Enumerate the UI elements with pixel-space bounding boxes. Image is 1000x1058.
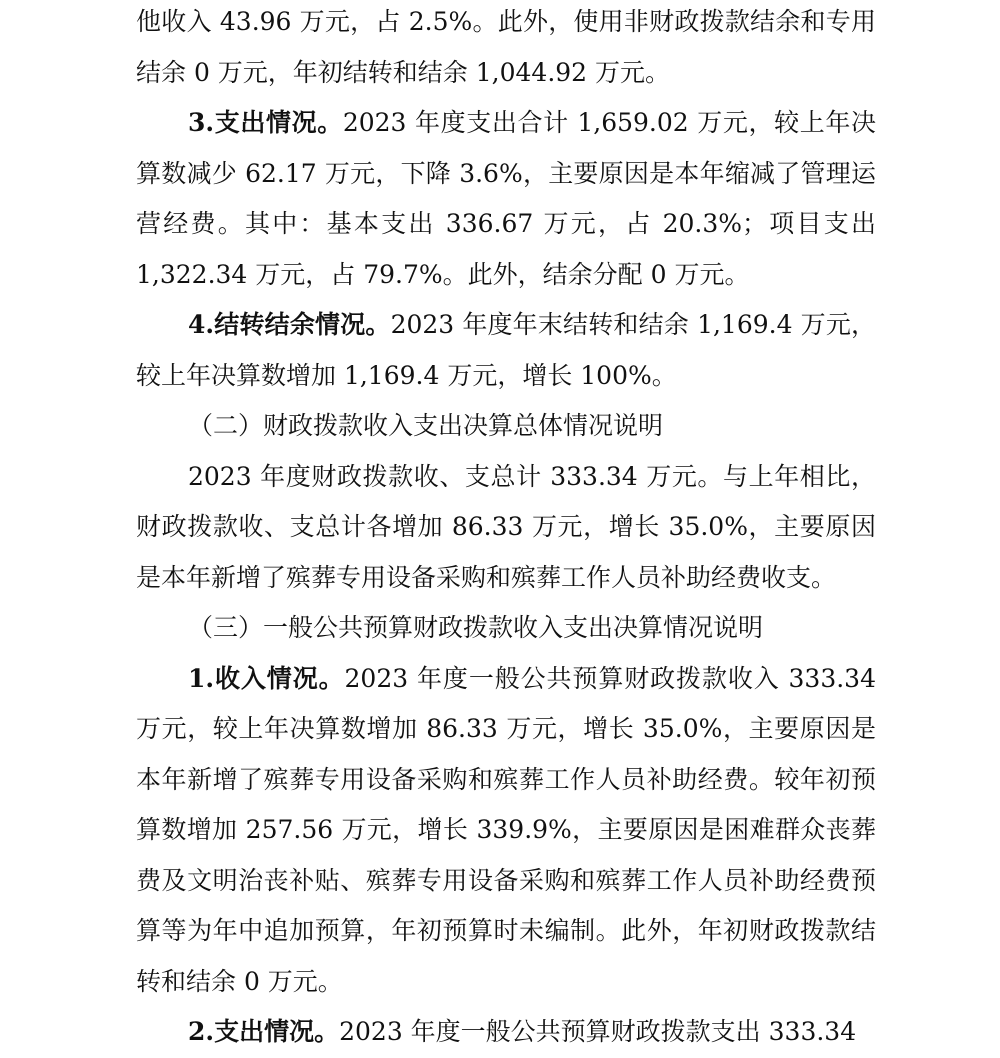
paragraph-income-continued bbox=[136, 0, 876, 98]
paragraph-text: 2023 年度一般公共预算财政拨款支出 333.34 bbox=[339, 1017, 857, 1046]
section-heading-3 bbox=[136, 603, 876, 654]
paragraph-fiscal-total bbox=[136, 452, 876, 604]
paragraph-lead: 2.支出情况。 bbox=[188, 1017, 340, 1046]
paragraph-lead: 1.收入情况。 bbox=[188, 663, 345, 693]
paragraph-text: 2023 年度一般公共预算财政拨款收入 333.34 万元，较上年决算数增加 86.33 万元，增长 35.0%，主要原因是本年新增了殡葬专用设备采购和殡葬工作人员补助经费。较年初预算数增加 257.56 万元，增长 339.9%，主要原因是困难群众丧葬费及文明治丧补贴、殡葬专用设备采购和殡葬工作人员补助经费预算等为年中追加预算，年初预算时未编制。此外，年初财政拨款结转和结余 0 万元。 bbox=[136, 663, 876, 996]
paragraph-text: 2023 年度支出合计 1,659.02 万元，较上年决算数减少 62.17 万元，下降 3.6%，主要原因是本年缩减了管理运营经费。其中：基本支出 336.67 万元，占 20.3%；项目支出 1,322.34 万元，占 79.7%。此外，结余分配 0 万元。 bbox=[136, 108, 876, 289]
paragraph-general-income bbox=[136, 654, 876, 1008]
paragraph-carryover bbox=[136, 300, 876, 401]
section-heading-text: （三）一般公共预算财政拨款收入支出决算情况说明 bbox=[188, 613, 764, 642]
paragraph-text: 2023 年度年末结转和结余 1,169.4 万元，较上年决算数增加 1,169.4 万元，增长 100%。 bbox=[136, 310, 876, 390]
paragraph-expenditure bbox=[136, 98, 876, 300]
document-page bbox=[136, 0, 876, 1058]
section-heading-2 bbox=[136, 401, 876, 452]
paragraph-lead: 4.结转结余情况。 bbox=[188, 310, 391, 339]
paragraph-text: 他收入 43.96 万元，占 2.5%。此外，使用非财政拨款结余和专用结余 0 万元，年初结转和结余 1,044.92 万元。 bbox=[136, 7, 876, 87]
paragraph-general-expenditure bbox=[136, 1007, 876, 1058]
paragraph-lead: 3.支出情况。 bbox=[188, 108, 343, 137]
paragraph-text: 2023 年度财政拨款收、支总计 333.34 万元。与上年相比，财政拨款收、支总计各增加 86.33 万元，增长 35.0%，主要原因是本年新增了殡葬专用设备采购和殡葬工作人员补助经费收支。 bbox=[136, 461, 876, 592]
section-heading-text: （二）财政拨款收入支出决算总体情况说明 bbox=[188, 411, 664, 440]
